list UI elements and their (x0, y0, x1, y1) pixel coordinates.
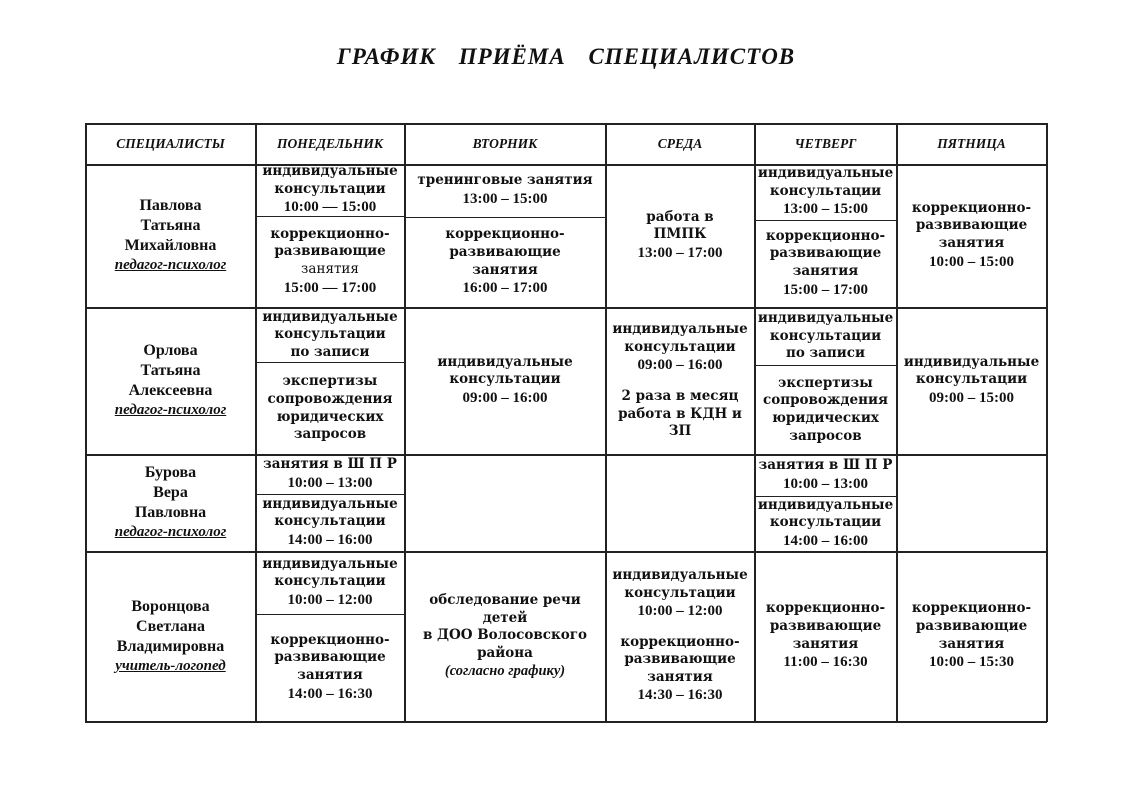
cell-line: консультации (274, 326, 386, 343)
row4-wednesday-consult (606, 552, 754, 721)
cell-line: индивидуальные (757, 165, 894, 182)
cell-time: 16:00 – 17:00 (462, 280, 548, 297)
specialist-orlova (86, 308, 255, 454)
cell-line: индивидуальные (757, 310, 894, 327)
cell-line: юридических (276, 408, 384, 425)
cell-line: консультации (274, 513, 386, 530)
row2-monday-expertise (256, 363, 404, 454)
cell-line: занятия в Ш П Р (758, 456, 893, 473)
cell-time: 09:00 – 16:00 (637, 357, 723, 374)
cell-time: 14:00 – 16:00 (287, 531, 373, 548)
cell-time: 11:00 – 16:30 (783, 654, 868, 671)
row4-monday-correction (256, 615, 404, 721)
specialist-first: Орлова (143, 342, 198, 360)
cell-line: сопровождения (267, 390, 393, 407)
cell-line: консультации (915, 371, 1028, 388)
cell-line: консультации (769, 327, 882, 344)
cell-line: юридических (772, 410, 879, 426)
cell-line: сопровождения (762, 392, 889, 409)
cell-line: консультации (624, 338, 736, 355)
cell-time: 10:00 – 12:00 (287, 591, 373, 608)
cell-line: занятия (792, 263, 859, 280)
cell-line: 2 раза в месяц (621, 387, 739, 404)
specialist-middle: Вера (153, 484, 188, 502)
row2-tuesday-consult (405, 308, 605, 454)
header-monday: ПОНЕДЕЛЬНИК (277, 136, 383, 151)
cell-line: коррекционно- (620, 633, 740, 650)
cell-line: в ДОО Волосовского (422, 627, 588, 644)
header-specialists: СПЕЦИАЛИСТЫ (116, 136, 225, 151)
cell-time: 14:30 – 16:30 (637, 687, 723, 704)
cell-line: развивающие (274, 649, 386, 666)
cell-line: развивающие (769, 617, 882, 634)
cell-line: района (477, 644, 533, 661)
row2-thursday-consult (755, 308, 896, 365)
cell-line: коррекционно- (765, 227, 886, 244)
cell-line: запросов (789, 427, 862, 444)
cell-line: развивающие (449, 243, 561, 260)
cell-time: 10:00 – 13:00 (783, 475, 868, 492)
row1-tuesday-training (405, 165, 605, 217)
specialist-burova (86, 455, 255, 551)
cell-time: 10:00 – 12:00 (637, 603, 723, 620)
row1-thursday-consult (755, 165, 896, 220)
cell-line: индивидуальные (262, 163, 398, 180)
cell-time: 10:00 – 13:00 (287, 474, 373, 491)
cell-line: занятия (792, 635, 859, 652)
row3-thursday-consult (755, 497, 896, 551)
row2-friday-consult (897, 308, 1046, 454)
row2-wednesday-consult (606, 308, 754, 454)
cell-line: консультации (274, 573, 386, 590)
cell-line: экспертизы (778, 374, 873, 391)
header-wednesday: СРЕДА (657, 136, 703, 151)
cell-line: индивидуальные (262, 555, 398, 572)
cell-time: 10:00 – 15:30 (929, 654, 1014, 671)
specialist-role: педагог-психолог (114, 257, 227, 274)
cell-time: 10:00 – 15:00 (929, 253, 1014, 270)
cell-line: индивидуальные (262, 308, 398, 325)
cell-time: 15:00 – 17:00 (783, 281, 868, 298)
specialist-first: Бурова (144, 464, 197, 482)
specialist-role: педагог-психолог (114, 524, 227, 541)
specialist-middle: Татьяна (140, 217, 201, 235)
cell-line: индивидуальные (612, 567, 748, 584)
header-tuesday: ВТОРНИК (472, 136, 538, 151)
cell-line: работа в КДН и (618, 405, 742, 422)
row4-friday-correction (897, 552, 1046, 721)
specialist-middle: Светлана (136, 617, 205, 635)
cell-line: занятия в Ш П Р (263, 455, 397, 472)
cell-time: 13:00 – 17:00 (637, 244, 723, 261)
cell-line: развивающие (274, 243, 386, 260)
cell-line: консультации (769, 182, 882, 199)
cell-time: 09:00 – 16:00 (462, 389, 548, 406)
cell-time: 14:00 – 16:30 (287, 685, 373, 702)
cell-time: 14:00 – 16:00 (783, 532, 868, 549)
cell-line: по записи (290, 343, 370, 360)
cell-line: занятия (647, 668, 713, 685)
cell-line: коррекционно- (911, 600, 1032, 617)
cell-line: обследование речи детей (429, 591, 581, 626)
cell-line: коррекционно- (911, 199, 1032, 216)
cell-time: 09:00 – 15:00 (929, 389, 1014, 406)
row3-thursday-shpr (755, 455, 896, 496)
row1-friday-correction (897, 165, 1046, 307)
specialist-last: Алексеевна (128, 382, 213, 400)
specialist-last: Павловна (134, 504, 207, 522)
cell-time: 13:00 – 15:00 (783, 201, 868, 218)
row1-tuesday-correction (405, 218, 605, 307)
row2-thursday-expertise (755, 366, 896, 454)
cell-time: 15:00 — 17:00 (283, 279, 377, 296)
cell-line: развивающие (915, 617, 1028, 634)
cell-line: индивидуальные (903, 353, 1040, 370)
specialist-role: педагог-психолог (114, 402, 227, 419)
specialist-role: учитель-логопед (115, 657, 226, 674)
row3-monday-consult (256, 495, 404, 551)
cell-note: (согласно графику) (444, 663, 566, 680)
cell-line: развивающие (769, 245, 882, 262)
cell-line: занятия (301, 261, 359, 278)
cell-line: индивидуальные (262, 495, 398, 512)
cell-line: ПМПК (653, 226, 707, 243)
cell-line: коррекционно- (445, 226, 565, 243)
cell-line: занятия (297, 667, 363, 684)
cell-line: экспертизы (282, 373, 378, 390)
specialist-last: Михайловна (124, 237, 217, 255)
row1-thursday-correction (755, 221, 896, 307)
specialist-first: Воронцова (131, 597, 210, 615)
cell-line: коррекционно- (270, 225, 390, 242)
specialist-middle: Татьяна (140, 362, 201, 380)
cell-line: тренинговые занятия (417, 172, 593, 189)
row1-wednesday-pmpk (606, 165, 754, 307)
row4-monday-consult (256, 552, 404, 614)
row2-monday-consult (256, 308, 404, 362)
row4-tuesday-speech-exam (405, 552, 605, 721)
cell-line: ЗП (668, 423, 692, 440)
cell-line: по записи (785, 345, 866, 362)
cell-time: 13:00 – 15:00 (462, 191, 548, 208)
header-thursday: ЧЕТВЕРГ (794, 136, 857, 151)
cell-line: развивающие (624, 651, 736, 668)
specialist-last: Владимировна (116, 637, 225, 655)
header-friday: ПЯТНИЦА (937, 136, 1006, 151)
cell-line: занятия (938, 635, 1005, 652)
specialist-first: Павлова (139, 197, 202, 215)
row3-monday-shpr (256, 455, 404, 494)
row1-monday-consult (256, 165, 404, 216)
row1-monday-correction (256, 217, 404, 307)
specialist-pavlova (86, 165, 255, 307)
cell-line: консультации (449, 371, 561, 388)
cell-line: занятия (938, 235, 1005, 252)
cell-line: коррекционно- (270, 631, 390, 648)
row4-thursday-correction (755, 552, 896, 721)
cell-line: индивидуальные (757, 496, 894, 513)
cell-line: консультации (769, 514, 882, 531)
cell-line: занятия (472, 261, 538, 278)
cell-line: коррекционно- (765, 600, 886, 617)
cell-line: индивидуальные (612, 321, 748, 338)
cell-line: индивидуальные (437, 353, 573, 370)
cell-line: работа в (646, 208, 714, 225)
cell-line: консультации (274, 180, 386, 197)
specialist-vorontsova (86, 552, 255, 721)
cell-time: 10:00 — 15:00 (283, 199, 377, 216)
cell-line: запросов (293, 426, 367, 443)
cell-line: консультации (624, 584, 736, 601)
page-title: ГРАФИК ПРИЁМА СПЕЦИАЛИСТОВ (336, 44, 796, 69)
cell-line: развивающие (915, 217, 1028, 234)
